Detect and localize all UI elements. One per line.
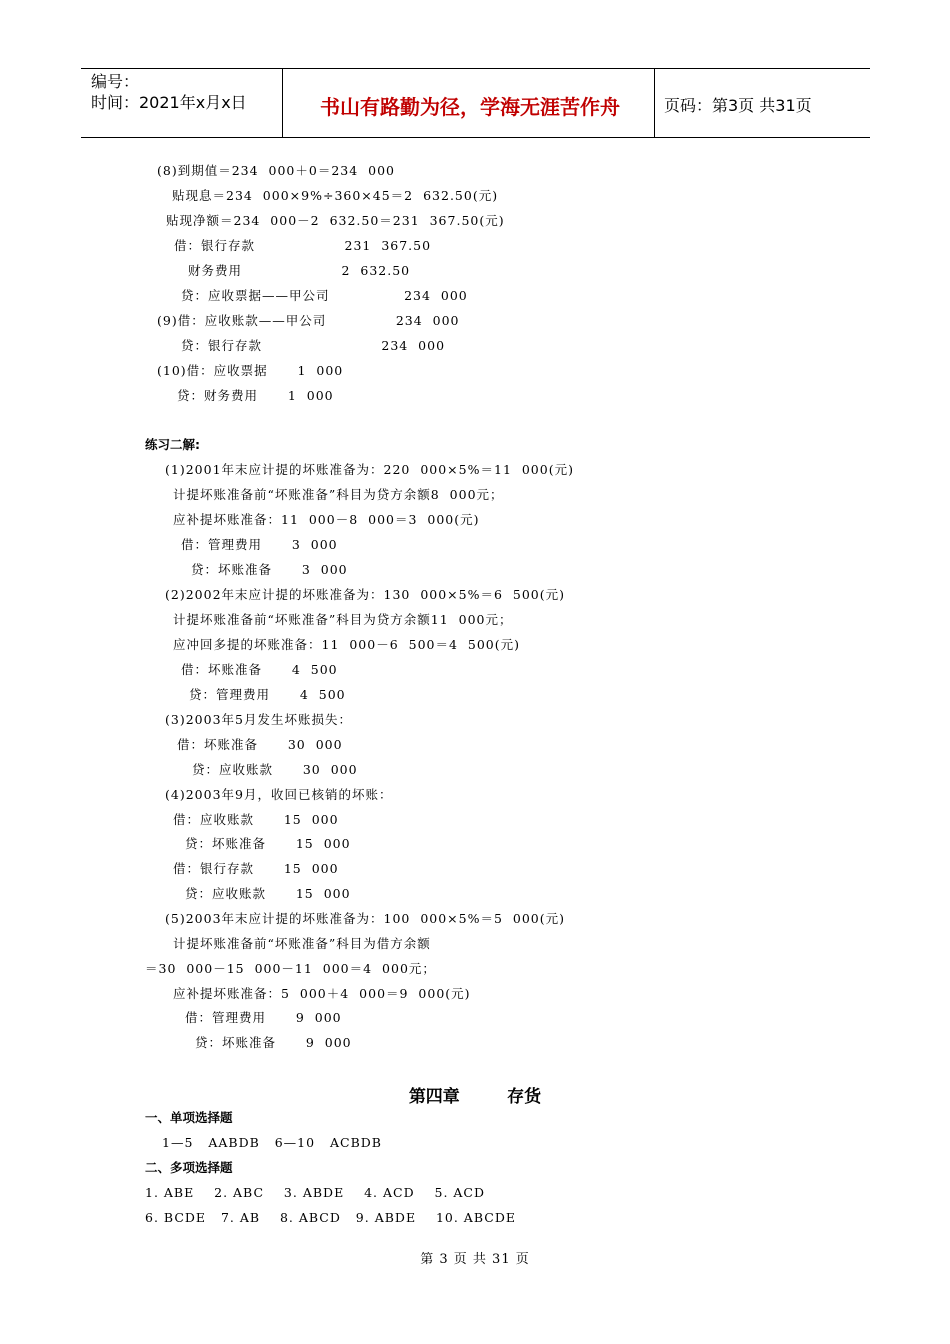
text-line: 贷：管理费用 4 500 bbox=[189, 687, 346, 702]
text-line: 应补提坏账准备：11 000－8 000＝3 000(元) bbox=[173, 512, 480, 527]
text-line: 1—5 AABDB 6—10 ACBDB bbox=[162, 1135, 382, 1150]
text-line: 借：应收账款 15 000 bbox=[173, 812, 339, 827]
text-line: 借：银行存款 15 000 bbox=[173, 861, 339, 876]
text-line: ＝30 000－15 000－11 000＝4 000元； bbox=[145, 961, 436, 976]
page-header bbox=[81, 68, 870, 138]
text-line: 财务费用 2 632.50 bbox=[188, 263, 411, 278]
text-line: 贷：坏账准备 9 000 bbox=[195, 1035, 352, 1050]
header-motto: 书山有路勤为径，学海无涯苦作舟 bbox=[320, 95, 620, 119]
text-line: (4)2003年9月，收回已核销的坏账： bbox=[165, 787, 393, 802]
text-line: 计提坏账准备前“坏账准备”科目为贷方余额11 000元； bbox=[173, 612, 513, 627]
text-line: 借：管理费用 3 000 bbox=[181, 537, 338, 552]
text-line: (8)到期值＝234 000＋0＝234 000 bbox=[157, 163, 395, 178]
text-line: 贷：应收账款 15 000 bbox=[185, 886, 351, 901]
text-line: 借：银行存款 231 367.50 bbox=[174, 238, 432, 253]
header-left bbox=[91, 71, 247, 113]
text-line: 练习二解: bbox=[145, 437, 200, 452]
text-line: 贷：坏账准备 15 000 bbox=[185, 836, 351, 851]
text-line: 借：坏账准备 4 500 bbox=[181, 662, 338, 677]
text-line: 贷：坏账准备 3 000 bbox=[191, 562, 348, 577]
text-line: 应冲回多提的坏账准备：11 000－6 500＝4 500(元) bbox=[173, 637, 520, 652]
text-line: (3)2003年5月发生坏账损失： bbox=[165, 712, 352, 727]
text-line: 贷：应收账款 30 000 bbox=[192, 762, 358, 777]
text-line: 计提坏账准备前“坏账准备”科目为借方余额 bbox=[173, 936, 431, 951]
text-line: 应补提坏账准备：5 000＋4 000＝9 000(元) bbox=[173, 986, 471, 1001]
text-line: 借：管理费用 9 000 bbox=[185, 1010, 342, 1025]
chapter-title: 第四章 存货 bbox=[408, 1087, 542, 1107]
date-label: 时间：2021年x月x日 bbox=[91, 93, 247, 112]
text-line: 借：坏账准备 30 000 bbox=[177, 737, 343, 752]
text-line: (10)借：应收票据 1 000 bbox=[157, 363, 344, 378]
page-footer: 第 3 页 共 31 页 bbox=[420, 1252, 530, 1267]
text-line: 一、单项选择题 bbox=[145, 1110, 233, 1125]
text-line: 贴现净额＝234 000－2 632.50＝231 367.50(元) bbox=[166, 213, 505, 228]
text-line: 贷：应收票据——甲公司 234 000 bbox=[181, 288, 468, 303]
header-divider bbox=[282, 69, 283, 137]
text-line: (2)2002年末应计提的坏账准备为：130 000×5%＝6 500(元) bbox=[165, 587, 565, 602]
number-label: 编号： bbox=[91, 72, 140, 91]
text-line: (1)2001年末应计提的坏账准备为：220 000×5%＝11 000(元) bbox=[165, 462, 574, 477]
text-line: 6. BCDE 7. AB 8. ABCD 9. ABDE 10. ABCDE bbox=[145, 1210, 516, 1225]
header-page-label: 页码：第3页 共31页 bbox=[664, 96, 812, 115]
text-line: 贴现息＝234 000×9%÷360×45＝2 632.50(元) bbox=[172, 188, 499, 203]
text-line: (5)2003年末应计提的坏账准备为：100 000×5%＝5 000(元) bbox=[165, 911, 565, 926]
text-line: 贷：财务费用 1 000 bbox=[177, 388, 334, 403]
text-line: 1. ABE 2. ABC 3. ABDE 4. ACD 5. ACD bbox=[145, 1185, 486, 1200]
text-line: (9)借：应收账款——甲公司 234 000 bbox=[157, 313, 460, 328]
text-line: 计提坏账准备前“坏账准备”科目为贷方余额8 000元； bbox=[173, 487, 504, 502]
text-line: 贷：银行存款 234 000 bbox=[181, 338, 446, 353]
text-line: 二、多项选择题 bbox=[145, 1160, 233, 1175]
